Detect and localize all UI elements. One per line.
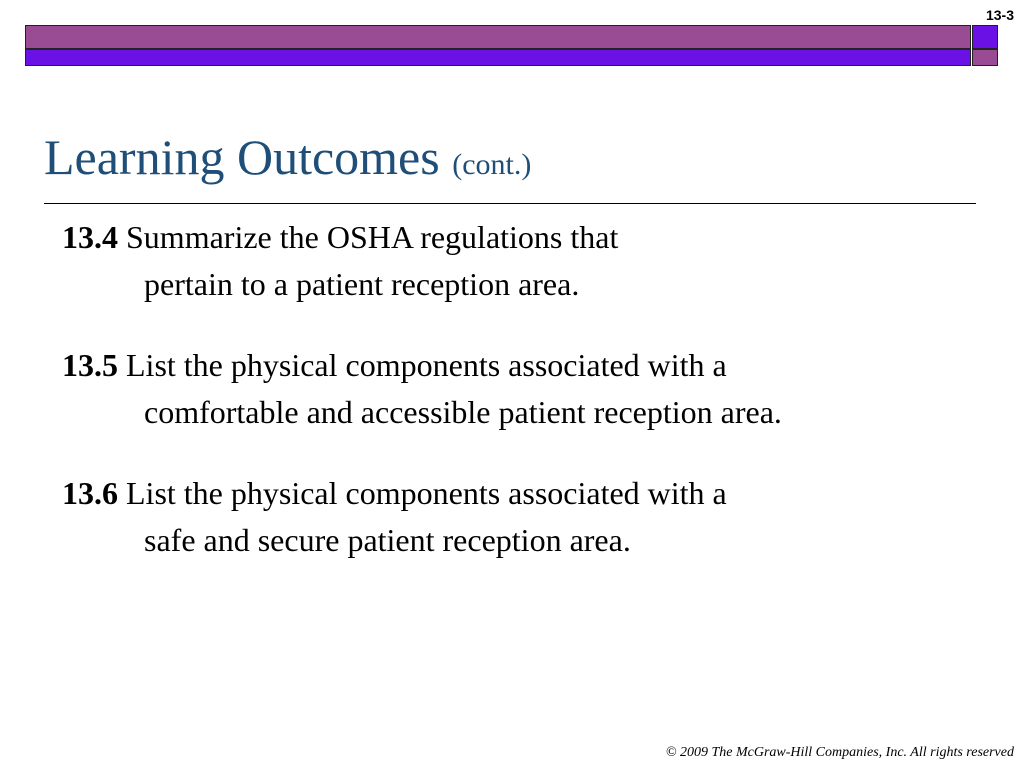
outcome-number: 13.5 [62,347,118,383]
outcome-text-line2: safe and secure patient reception area. [144,522,631,558]
outcome-text-line1: List the physical components associated with a [126,347,727,383]
title-divider [44,203,976,204]
outcome-item [62,470,962,564]
outcome-item [62,342,962,436]
outcome-item [62,214,962,308]
outcome-number: 13.6 [62,475,118,511]
header-band-top [25,25,971,49]
copyright-footer: © 2009 The McGraw-Hill Companies, Inc. All rights reserved [665,745,1014,760]
outcome-text-line1: Summarize the OSHA regulations that [126,219,619,255]
learning-outcomes-list [62,214,962,598]
slide-title-suffix: (cont.) [452,148,532,181]
header-square-top [972,25,998,49]
outcome-number: 13.4 [62,219,118,255]
slide-title-text: Learning Outcomes [44,129,440,185]
header-band-bottom [25,49,971,66]
slide-number: 13-3 [985,7,1014,23]
header-square-bottom [972,49,998,66]
outcome-text-line2: pertain to a patient reception area. [144,266,580,302]
outcome-text-line1: List the physical components associated with a [126,475,727,511]
slide-title [44,130,531,185]
outcome-text-line2: comfortable and accessible patient reception area. [144,394,782,430]
